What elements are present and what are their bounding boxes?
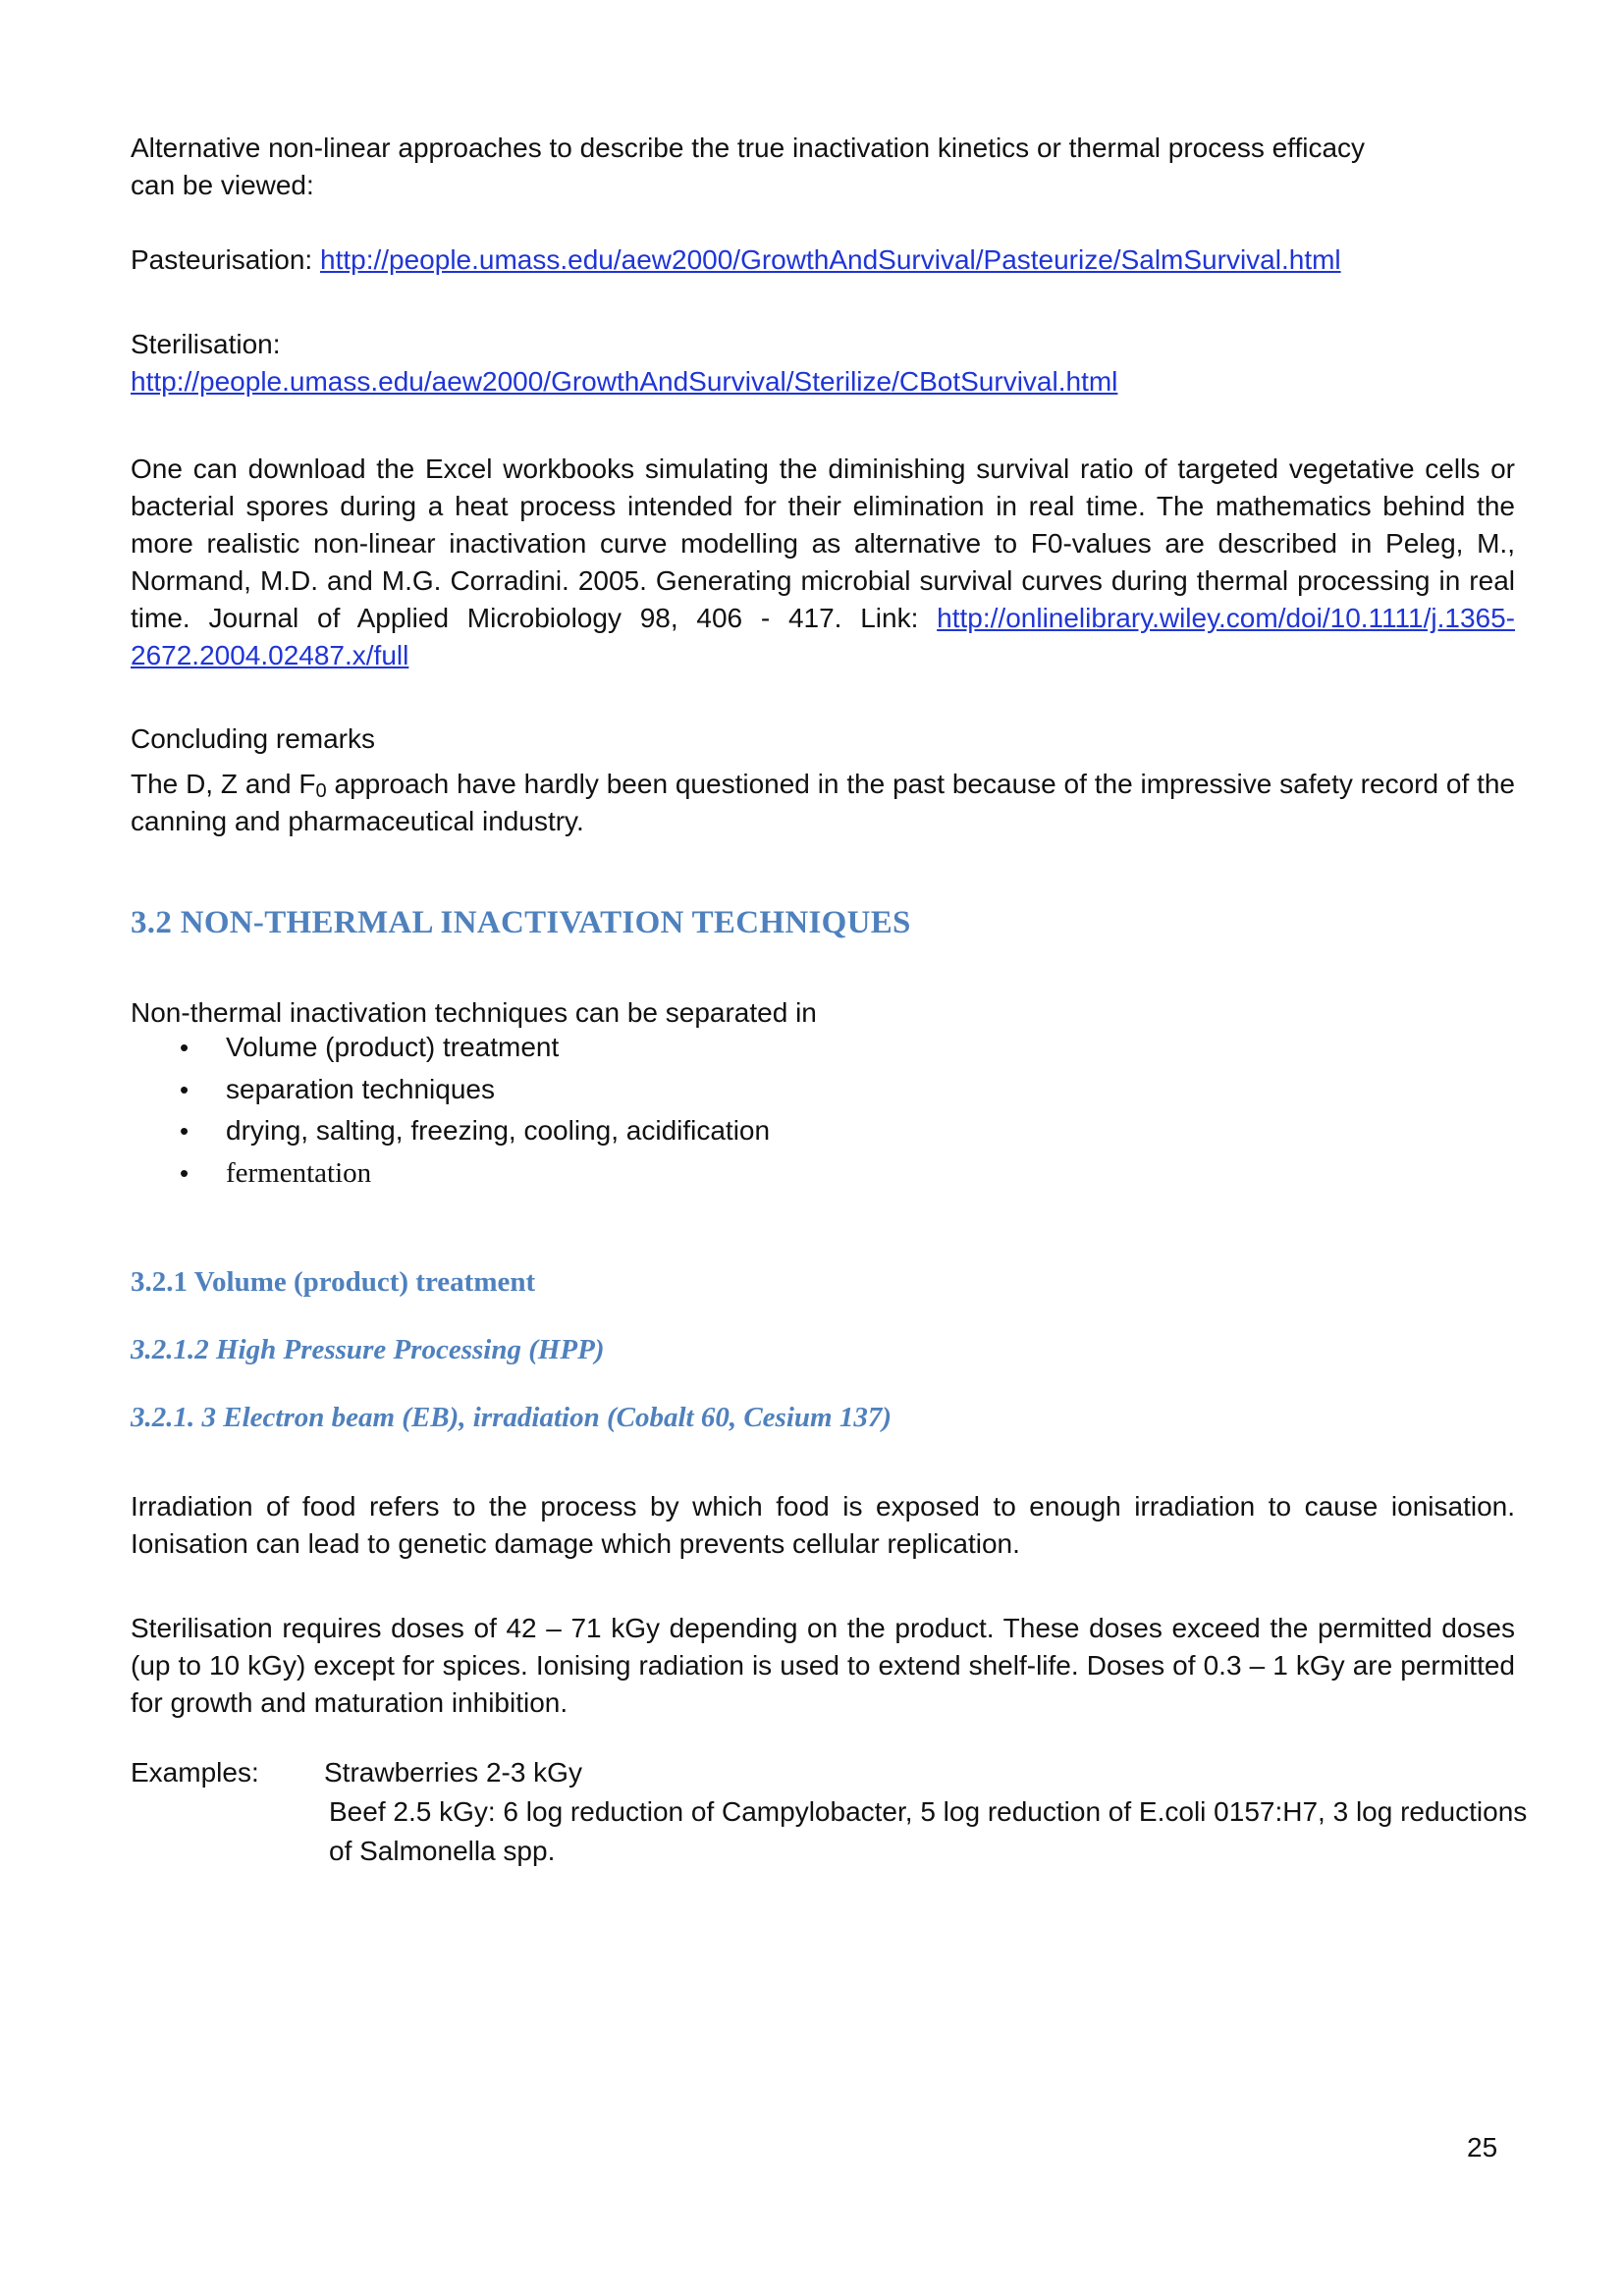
download-link[interactable]: http://onlinelibrary.wiley.com/doi/10.1111/j.1365-2672.2004.02487.x/full bbox=[131, 603, 1515, 670]
intro-paragraph bbox=[131, 130, 1515, 204]
irradiation-paragraph-1: Irradiation of food refers to the process by which food is exposed to enough irradiation to cause ionisation. Ionisation can lead to genetic damage which prevents cellular replication. bbox=[131, 1491, 1515, 1559]
page-number: 25 bbox=[1467, 2132, 1498, 2163]
intro-line-2: can be viewed: bbox=[131, 170, 314, 200]
bullet-icon: • bbox=[180, 1116, 189, 1146]
bullet-icon: • bbox=[180, 1157, 189, 1188]
examples-body bbox=[324, 1753, 1532, 1871]
concluding-paragraph: The D, Z and $F_0$ approach have hardly been questioned in the past because of the impressive safety record of the canning and pharmaceutical industry. bbox=[131, 769, 1515, 836]
bullet-list bbox=[131, 1027, 1407, 1194]
pasteurisation-link[interactable]: http://people.umass.edu/aew2000/GrowthAndSurvival/Pasteurize/SalmSurvival.html bbox=[320, 244, 1341, 275]
bullet-icon: • bbox=[180, 1074, 189, 1104]
intro-line-1: Alternative non-linear approaches to describe the true inactivation kinetics or thermal process efficacy bbox=[131, 133, 1366, 163]
list-item: • separation techniques bbox=[131, 1069, 1407, 1111]
concluding-heading: Concluding remarks bbox=[131, 723, 375, 754]
download-link-label: Link: bbox=[860, 603, 919, 633]
download-text: One can download the Excel workbooks simulating the diminishing survival ratio of targeted vegetative cells or bacterial spores during a heat process intended for their elimination in real time. The mathematics behind the more realistic non-linear inactivation curve modelling as alternative to F0-values are described in Peleg, M., Normand, M.D. and M.G. Corradini. 2005. Generating microbial survival curves during thermal processing in real time. Journal of Applied Microbiology 98, 406 - 417. bbox=[131, 454, 1515, 633]
section-3-2-1-3-heading: 3.2.1. 3 Electron beam (EB), irradiation (Cobalt 60, Cesium 137) bbox=[131, 1402, 892, 1433]
example-line-1: Strawberries 2-3 kGy bbox=[324, 1757, 582, 1788]
sterilisation-link[interactable]: http://people.umass.edu/aew2000/GrowthAndSurvival/Sterilize/CBotSurvival.html bbox=[131, 366, 1118, 397]
download-paragraph bbox=[131, 451, 1515, 674]
subscript-zero: 0 bbox=[315, 780, 327, 802]
list-item: • drying, salting, freezing, cooling, acidification bbox=[131, 1110, 1407, 1152]
examples-label: Examples: bbox=[131, 1757, 259, 1788]
section-3-2-1-heading: 3.2.1 Volume (product) treatment bbox=[131, 1266, 536, 1298]
list-item: • Volume (product) treatment bbox=[131, 1027, 1407, 1069]
example-line-2: Beef 2.5 kGy: 6 log reduction of Campylobacter, 5 log reduction of E.coli 0157:H7, 3 log reductions of Salmonella spp. bbox=[329, 1796, 1528, 1866]
section-3-2-intro: Non-thermal inactivation techniques can be separated in bbox=[131, 997, 817, 1028]
list-item: • fermentation bbox=[131, 1152, 1407, 1195]
pasteurisation-line bbox=[131, 241, 1515, 279]
irradiation-paragraph-2: Sterilisation requires doses of 42 – 71 kGy depending on the product. These doses exceed the permitted doses (up to 10 kGy) except for spices. Ionising radiation is used to extend shelf-life. Doses of 0.3 – 1 kGy are permitted for growth and maturation inhibition. bbox=[131, 1613, 1515, 1718]
pasteurisation-label: Pasteurisation: bbox=[131, 244, 313, 275]
bullet-icon: • bbox=[180, 1033, 189, 1062]
section-3-2-1-2-heading: 3.2.1.2 High Pressure Processing (HPP) bbox=[131, 1334, 605, 1365]
sterilisation-label: Sterilisation: bbox=[131, 329, 281, 359]
section-3-2-heading: 3.2 NON-THERMAL INACTIVATION TECHNIQUES bbox=[131, 905, 911, 940]
sterilisation-block bbox=[131, 326, 1515, 400]
